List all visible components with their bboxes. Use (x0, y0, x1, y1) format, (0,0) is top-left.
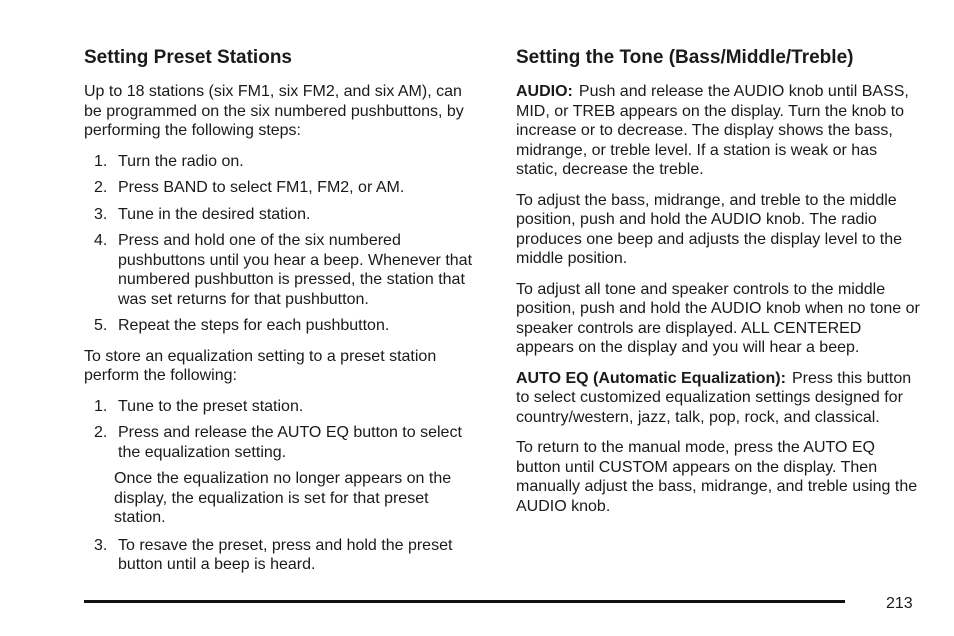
eq-steps-list-continued (84, 536, 484, 575)
list-item (84, 423, 484, 462)
list-item (84, 536, 484, 575)
eq-steps-list (84, 397, 484, 463)
step-text: Press and release the AUTO EQ button to select the equalization setting. (118, 424, 462, 461)
step-text: Tune to the preset station. (118, 397, 304, 415)
autoeq-label: AUTO EQ (Automatic Equalization): (516, 369, 786, 387)
page-number: 213 (886, 595, 913, 612)
list-item (84, 316, 484, 336)
step-text: Press and hold one of the six numbered pushbuttons until you hear a beep. Whenever that numbered pushbutton is pressed, the station that was set returns for that pushbutton. (118, 232, 473, 308)
footer-rule (84, 600, 845, 603)
step-number: 1. (94, 397, 108, 415)
step-text: Turn the radio on. (118, 152, 244, 170)
audio-text: Push and release the AUDIO knob until BASS, MID, or TREB appears on the display. Turn the knob to increase or to decrease. The display shows the bass, midrange, or treble level. If a station is weak or has static, decrease the treble. (516, 83, 909, 178)
eq-intro: To store an equalization setting to a preset station perform the following: (84, 347, 437, 384)
step-text: Tune in the desired station. (118, 205, 311, 223)
section-heading-tone: Setting the Tone (Bass/Middle/Treble) (516, 47, 854, 68)
audio-paragraph (516, 82, 921, 180)
step-number: 2. (94, 179, 108, 196)
step-number: 1. (94, 152, 108, 170)
list-item (84, 205, 484, 225)
list-item (84, 152, 484, 172)
list-item (84, 397, 484, 417)
list-item (84, 178, 484, 198)
autoeq-text: Press this button to select customized equalization settings designed for country/western, jazz, talk, pop, rock, and classical. (516, 369, 912, 426)
step-text: Repeat the steps for each pushbutton. (118, 317, 390, 334)
preset-intro: Up to 18 stations (six FM1, six FM2, and six AM), can be programmed on the six numbered pushbuttons, by performing the following steps: (84, 83, 464, 139)
step-number: 3. (94, 205, 108, 223)
autoeq-paragraph (516, 369, 921, 428)
step-number: 5. (94, 317, 108, 334)
right-column (516, 46, 921, 527)
step-text: To resave the preset, press and hold the preset button until a beep is heard. (118, 536, 453, 573)
preset-steps-list (84, 152, 484, 336)
section-heading-preset-stations: Setting Preset Stations (84, 47, 292, 68)
adjust-all-paragraph: To adjust all tone and speaker controls to the middle position, push and hold the AUDIO knob when no tone or speaker controls are displayed. ALL CENTERED appears on the display and you will hear a beep. (516, 280, 920, 356)
list-item (84, 231, 484, 309)
step-number: 4. (94, 232, 108, 249)
audio-label: AUDIO: (516, 83, 573, 100)
step-number: 3. (94, 536, 108, 554)
adjust-middle-paragraph: To adjust the bass, midrange, and treble to the middle position, push and hold the AUDIO knob. The radio produces one beep and adjusts the display level to the middle position. (516, 191, 903, 267)
left-column (84, 46, 484, 586)
eq-note: Once the equalization no longer appears on the display, the equalization is set for that preset station. (114, 470, 452, 526)
manual-return-paragraph: To return to the manual mode, press the AUTO EQ button until CUSTOM appears on the display. Then manually adjust the bass, midrange, and treble using the AUDIO knob. (516, 439, 918, 515)
step-number: 2. (94, 424, 108, 441)
step-text: Press BAND to select FM1, FM2, or AM. (118, 179, 405, 196)
